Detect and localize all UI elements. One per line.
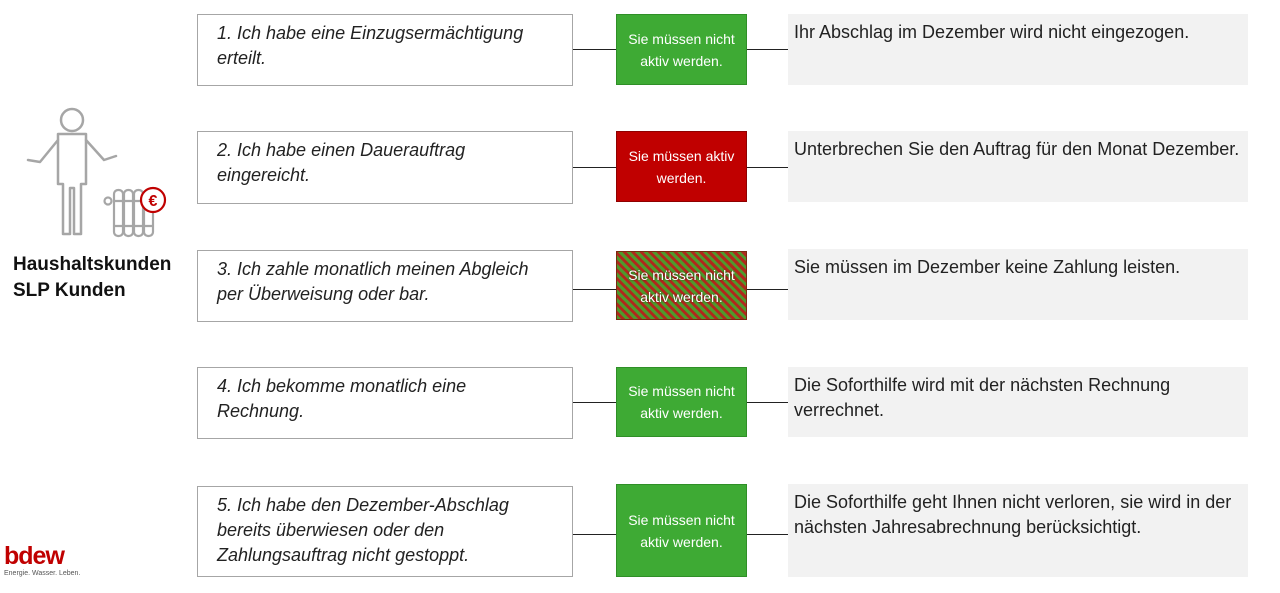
result-text-2: Unterbrechen Sie den Auftrag für den Monat Dezember. bbox=[794, 139, 1240, 159]
status-box-2 bbox=[616, 131, 747, 202]
status-box-3 bbox=[616, 251, 747, 320]
customer-segment-title bbox=[13, 252, 171, 304]
connector-case-status-4 bbox=[573, 402, 616, 403]
status-text-2: Sie müssen aktiv werden. bbox=[628, 147, 735, 186]
connector-case-status-1 bbox=[573, 49, 616, 50]
connector-status-result-5 bbox=[747, 534, 788, 535]
status-box-1 bbox=[616, 14, 747, 85]
svg-text:€: € bbox=[148, 193, 158, 210]
result-box-4 bbox=[788, 367, 1248, 437]
connector-status-result-3 bbox=[747, 289, 788, 290]
person-with-radiator-illustration bbox=[22, 104, 172, 244]
result-box-1 bbox=[788, 14, 1248, 85]
logo-wordmark: bdew bbox=[4, 542, 64, 570]
result-text-1: Ihr Abschlag im Dezember wird nicht eingezogen. bbox=[794, 22, 1190, 42]
result-box-2 bbox=[788, 131, 1248, 202]
result-box-5 bbox=[788, 484, 1248, 577]
status-text-5: Sie müssen nicht aktiv werden. bbox=[628, 511, 735, 550]
result-box-3 bbox=[788, 249, 1248, 320]
case-box-5 bbox=[197, 486, 573, 577]
result-text-5: Die Soforthilfe geht Ihnen nicht verloren, sie wird in der nächsten Jahresabrechnung berücksichtigt. bbox=[794, 492, 1232, 537]
case-text-2: 2. Ich habe einen Dauerauftrag eingereicht. bbox=[217, 140, 466, 185]
case-text-5: 5. Ich habe den Dezember-Abschlag bereits überwiesen oder den Zahlungsauftrag nicht gestoppt. bbox=[217, 495, 509, 565]
case-text-4: 4. Ich bekomme monatlich eine Rechnung. bbox=[217, 376, 467, 421]
status-text-4: Sie müssen nicht aktiv werden. bbox=[628, 383, 735, 421]
case-box-3 bbox=[197, 250, 573, 322]
connector-case-status-5 bbox=[573, 534, 616, 535]
bdew-logo bbox=[4, 543, 80, 578]
euro-icon bbox=[141, 188, 165, 212]
connector-case-status-2 bbox=[573, 167, 616, 168]
case-box-2 bbox=[197, 131, 573, 204]
result-text-3: Sie müssen im Dezember keine Zahlung leisten. bbox=[794, 257, 1181, 277]
case-box-4 bbox=[197, 367, 573, 439]
case-box-1 bbox=[197, 14, 573, 86]
connector-status-result-2 bbox=[747, 167, 788, 168]
connector-case-status-3 bbox=[573, 289, 616, 290]
case-text-3: 3. Ich zahle monatlich meinen Abgleich per Überweisung oder bar. bbox=[217, 259, 529, 304]
status-box-5 bbox=[616, 484, 747, 577]
status-text-1: Sie müssen nicht aktiv werden. bbox=[628, 30, 735, 69]
status-text-3: Sie müssen nicht aktiv werden. bbox=[628, 266, 735, 305]
connector-status-result-4 bbox=[747, 402, 788, 403]
logo-tagline: Energie. Wasser. Leben. bbox=[4, 570, 81, 577]
customer-segment-panel bbox=[0, 0, 190, 593]
segment-title-line-1: Haushaltskunden bbox=[13, 254, 172, 275]
case-text-1: 1. Ich habe eine Einzugsermächtigung erteilt. bbox=[217, 23, 524, 68]
result-text-4: Die Soforthilfe wird mit der nächsten Rechnung verrechnet. bbox=[794, 375, 1171, 420]
segment-title-line-2: SLP Kunden bbox=[13, 280, 126, 301]
person-shrugging-icon bbox=[28, 109, 116, 234]
connector-status-result-1 bbox=[747, 49, 788, 50]
status-box-4 bbox=[616, 367, 747, 437]
